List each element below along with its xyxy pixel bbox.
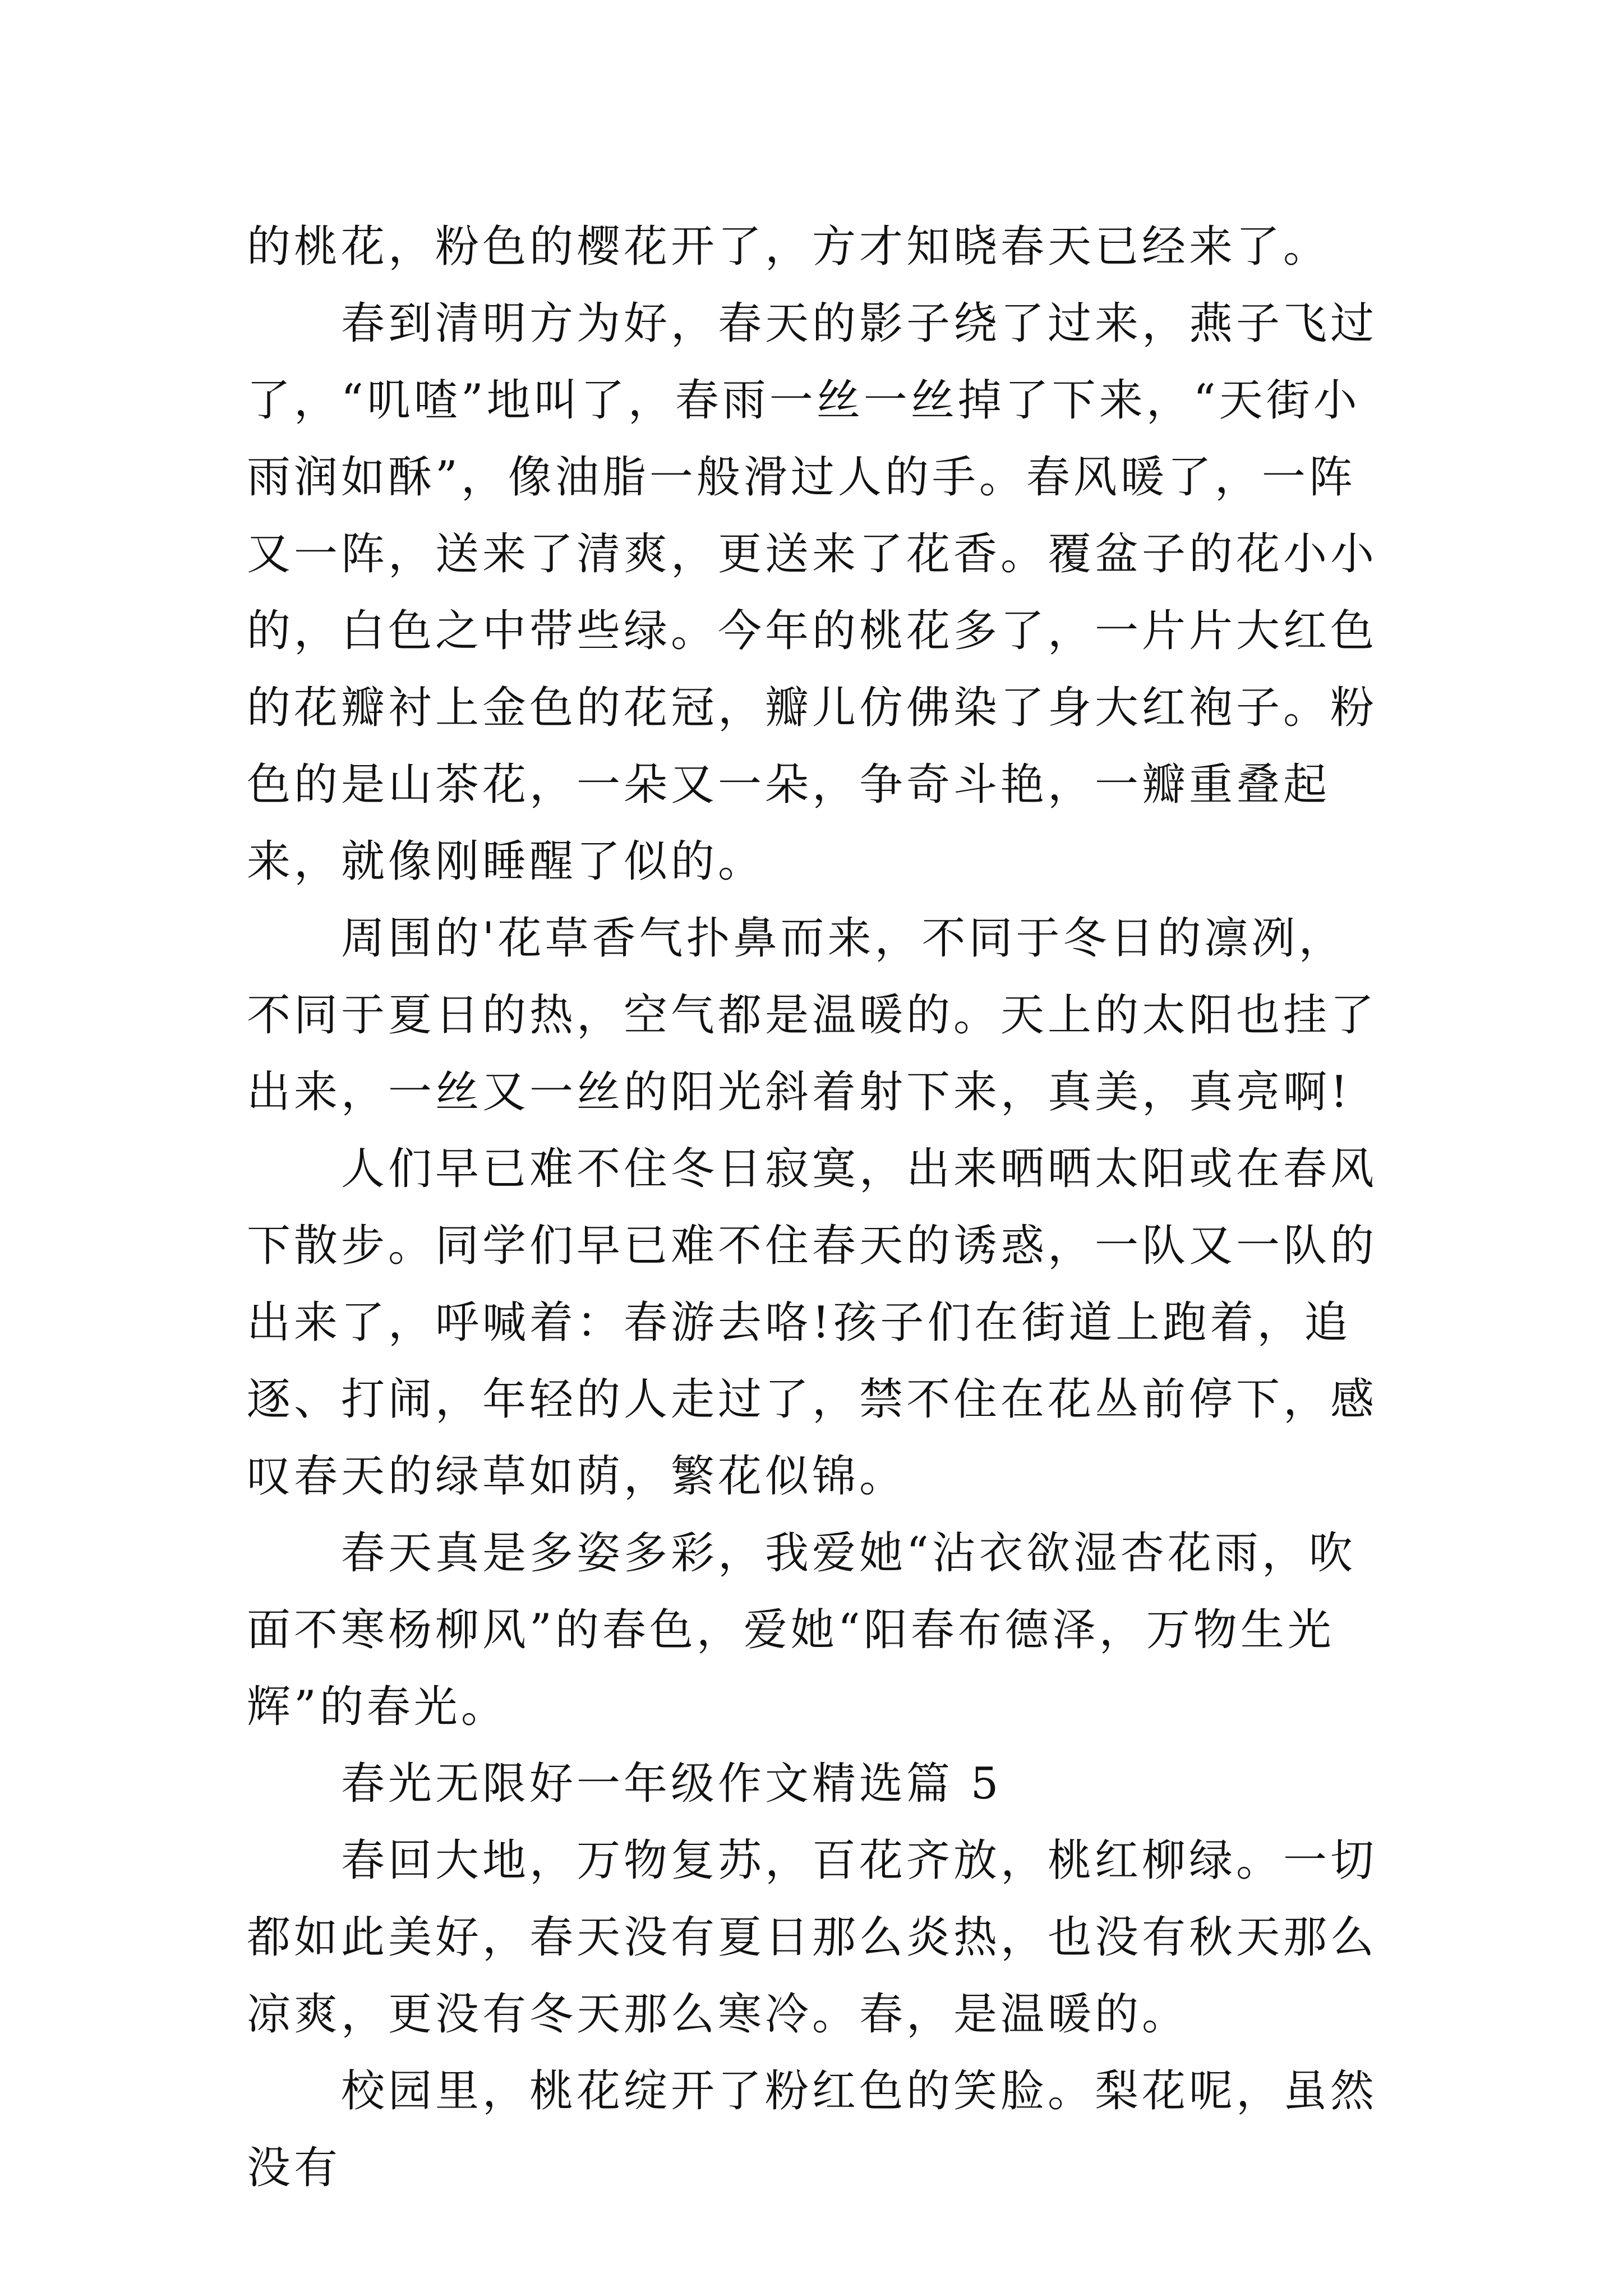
paragraph-6: 春回大地，万物复苏，百花齐放，桃红柳绿。一切都如此美好，春天没有夏日那么炎热，也没有秋天那么凉爽，更没有冬天那么寒冷。春，是温暖的。	[247, 1835, 1378, 2040]
paragraph-1: 的桃花，粉色的樱花开了，方才知晓春天已经来了。	[247, 222, 1331, 272]
document-body	[247, 209, 1385, 2207]
paragraph-7: 校园里，桃花绽开了粉红色的笑脸。梨花呢，虽然没有	[247, 2066, 1378, 2193]
paragraph-4: 人们早已难不住冬日寂寞，出来晒晒太阳或在春风下散步。同学们早已难不住春天的诱惑，一队又一队的出来了，呼喊着：春游去咯!孩子们在街道上跑着，追逐、打闹，年轻的人走过了，禁不住在花丛前停下，感叹春天的绿草如荫，繁花似锦。	[247, 1144, 1378, 1502]
paragraph-2: 春到清明方为好，春天的影子绕了过来，燕子飞过了，“叽喳”地叫了，春雨一丝一丝掉了下来，“天街小雨润如酥”，像油脂一般滑过人的手。春风暖了，一阵又一阵，送来了清爽，更送来了花香。覆盆子的花小小的，白色之中带些绿。今年的桃花多了，一片片大红色的花瓣衬上金色的花冠，瓣儿仿佛染了身大红袍子。粉色的是山茶花，一朵又一朵，争奇斗艳，一瓣重叠起来，就像刚睡醒了似的。	[247, 298, 1378, 887]
section-heading: 春光无限好一年级作文精选篇 5	[341, 1759, 1002, 1809]
paragraph-5: 春天真是多姿多彩，我爱她“沾衣欲湿杏花雨，吹面不寒杨柳风”的春色，爱她“阳春布德泽，万物生光辉”的春光。	[247, 1528, 1356, 1732]
paragraph-3: 周围的'花草香气扑鼻而来，不同于冬日的凛冽，不同于夏日的热，空气都是温暖的。天上的太阳也挂了出来，一丝又一丝的阳光斜着射下来，真美，真亮啊!	[247, 913, 1378, 1117]
